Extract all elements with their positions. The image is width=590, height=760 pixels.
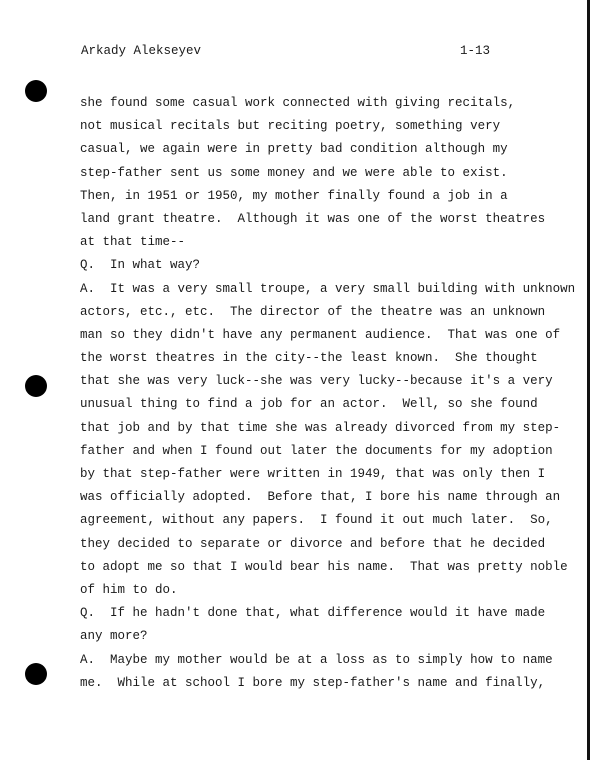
transcript-line: that job and by that time she was already divorced from my step-: [80, 420, 561, 435]
punch-hole-top: [25, 80, 47, 102]
transcript-line: actors, etc., etc. The director of the theatre was an unknown: [80, 304, 546, 319]
transcript-line: any more?: [80, 629, 148, 644]
interviewee-name: Arkady Alekseyev: [81, 44, 202, 58]
punch-hole-middle: [25, 375, 47, 397]
transcript-line: was officially adopted. Before that, I bore his name through an: [80, 490, 561, 505]
transcript-line: Q. In what way?: [80, 258, 201, 273]
transcript-line: the worst theatres in the city--the least known. She thought: [80, 351, 538, 366]
transcript-line: she found some casual work connected with giving recitals,: [80, 96, 516, 110]
transcript-line: man so they didn't have any permanent audience. That was one of: [80, 327, 561, 342]
transcript-line: they decided to separate or divorce and before that he decided: [80, 536, 546, 551]
transcript-line: me. While at school I bore my step-father's name and finally,: [80, 675, 546, 690]
transcript-line: to adopt me so that I would bear his name. That was pretty noble: [80, 559, 568, 574]
transcript-line: unusual thing to find a job for an actor. Well, so she found: [80, 397, 538, 412]
transcript-line: that she was very luck--she was very lucky--because it's a very: [80, 374, 553, 389]
transcript-line: Then, in 1951 or 1950, my mother finally found a job in a: [80, 188, 508, 203]
transcript-body: [80, 92, 576, 695]
transcript-line: A. It was a very small troupe, a very small building with unknown: [80, 281, 576, 296]
transcript-line: of him to do.: [80, 582, 178, 597]
transcript-line: father and when I found out later the documents for my adoption: [80, 443, 553, 458]
transcript-line: casual, we again were in pretty bad condition although my: [80, 142, 508, 157]
transcript-line: not musical recitals but reciting poetry, something very: [80, 119, 501, 134]
transcript-line: A. Maybe my mother would be at a loss as to simply how to name: [80, 652, 553, 667]
transcript-line: Q. If he hadn't done that, what difference would it have made: [80, 606, 546, 621]
transcript-line: step-father sent us some money and we were able to exist.: [80, 165, 508, 180]
punch-hole-bottom: [25, 663, 47, 685]
transcript-line: agreement, without any papers. I found it out much later. So,: [80, 513, 553, 528]
page-number: 1-13: [459, 44, 490, 58]
transcript-line: by that step-father were written in 1949, that was only then I: [80, 467, 546, 481]
transcript-line: at that time--: [80, 235, 186, 250]
transcript-line: land grant theatre. Although it was one of the worst theatres: [80, 211, 546, 226]
